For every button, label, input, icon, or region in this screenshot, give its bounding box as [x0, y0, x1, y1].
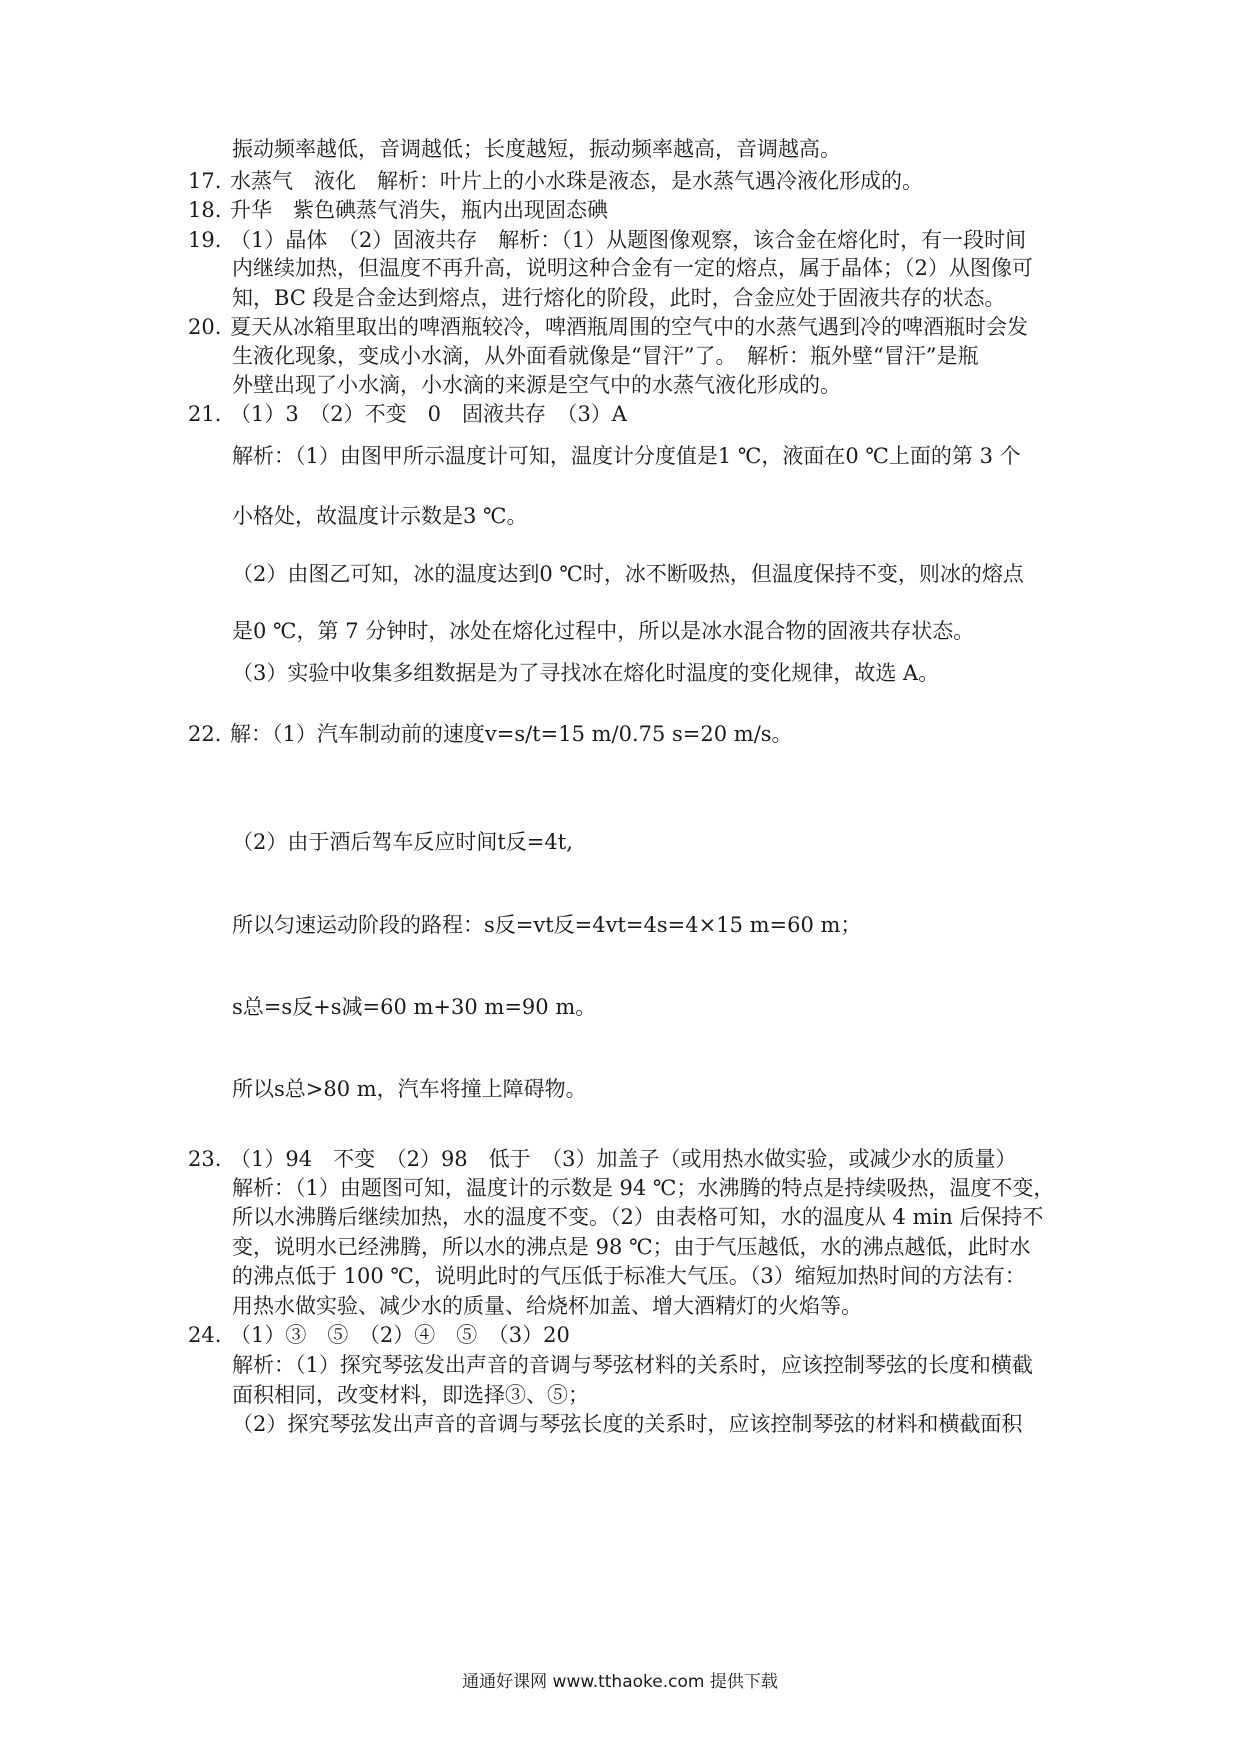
answer-line: 解析：（1）探究琴弦发出声音的音调与琴弦材料的关系时，应该控制琴弦的长度和横截 — [232, 1353, 1033, 1377]
answer-text: （1）晶体 （2）固液共存 解析：（1）从题图像观察，该合金在熔化时，有一段时间 — [230, 228, 1027, 252]
answer-line: 振动频率越低，音调越低；长度越短，振动频率越高，音调越高。 — [232, 137, 841, 161]
answer-line: （3）实验中收集多组数据是为了寻找冰在熔化时温度的变化规律，故选 A。 — [232, 661, 940, 685]
question-number: 20. — [188, 315, 222, 339]
question-number: 24. — [188, 1323, 222, 1347]
answer-line: 外壁出现了小水滴，小水滴的来源是空气中的水蒸气液化形成的。 — [232, 373, 841, 397]
answer-text: 升华 紫色碘蒸气消失，瓶内出现固态碘 — [230, 198, 608, 222]
question-21 — [188, 398, 627, 431]
question-number: 18. — [188, 198, 222, 222]
answer-text: （1）3 （2）不变 0 固液共存 （3）A — [230, 402, 627, 426]
answer-text: 水蒸气 液化 解析：叶片上的小水珠是液态，是水蒸气遇冷液化形成的。 — [230, 169, 923, 193]
answer-line: （2）探究琴弦发出声音的音调与琴弦长度的关系时，应该控制琴弦的材料和横截面积 — [232, 1412, 1023, 1436]
answer-line: 生液化现象，变成小水滴，从外面看就像是“冒汗”了。 解析：瓶外壁“冒汗”是瓶 — [232, 344, 979, 368]
answer-line: 用热水做实验、减少水的质量、给烧杯加盖、增大酒精灯的火焰等。 — [232, 1294, 862, 1318]
answer-line: （2）由于酒后驾车反应时间t反=4t, — [232, 830, 573, 854]
question-number: 23. — [188, 1147, 222, 1171]
answer-line: s总=s反+s减=60 m+30 m=90 m。 — [232, 995, 597, 1019]
question-number: 17. — [188, 169, 222, 193]
answer-text: 夏天从冰箱里取出的啤酒瓶较冷，啤酒瓶周围的空气中的水蒸气遇到冷的啤酒瓶时会发 — [230, 315, 1028, 339]
question-number: 21. — [188, 402, 222, 426]
answer-line: 解析：（1）由图甲所示温度计可知，温度计分度值是1 ℃，液面在0 ℃上面的第 3 个 — [232, 444, 1021, 468]
answer-line: 的沸点低于 100 ℃，说明此时的气压低于标准大气压。（3）缩短加热时间的方法有： — [232, 1264, 1026, 1288]
question-24 — [188, 1319, 570, 1352]
question-22 — [188, 718, 793, 751]
answer-text: （1）③ ⑤ （2）④ ⑤ （3）20 — [230, 1323, 570, 1347]
question-number: 22. — [188, 722, 222, 746]
answer-line: 面积相同，改变材料，即选择③、⑤； — [232, 1383, 589, 1407]
question-18 — [188, 194, 608, 227]
answer-line: （2）由图乙可知，冰的温度达到0 ℃时，冰不断吸热，但温度保持不变，则冰的熔点 — [232, 562, 1024, 586]
answer-line: 知，BC 段是合金达到熔点，进行熔化的阶段，此时，合金应处于固液共存的状态。 — [232, 286, 1006, 310]
answer-line: 内继续加热，但温度不再升高，说明这种合金有一定的熔点，属于晶体；（2）从图像可 — [232, 256, 1033, 280]
answer-line: 所以水沸腾后继续加热，水的温度不变。（2）由表格可知，水的温度从 4 min 后保持不 — [232, 1205, 1044, 1229]
answer-line: 变，说明水已经沸腾，所以水的沸点是 98 ℃；由于气压越低，水的沸点越低，此时水 — [232, 1235, 1031, 1259]
page-footer: 通通好课网 www.tthaoke.com 提供下载 — [462, 1672, 778, 1692]
answer-line: 小格处，故温度计示数是3 ℃。 — [232, 504, 528, 528]
answer-text: （1）94 不变 （2）98 低于 （3）加盖子（或用热水做实验，或减少水的质量） — [230, 1147, 1017, 1171]
answer-text: 解：（1）汽车制动前的速度v=s/t=15 m/0.75 s=20 m/s。 — [230, 722, 793, 746]
answer-line: 所以s总>80 m，汽车将撞上障碍物。 — [232, 1077, 587, 1101]
answer-line: 解析：（1）由题图可知，温度计的示数是 94 ℃；水沸腾的特点是持续吸热，温度不变， — [232, 1176, 1055, 1200]
answer-line: 是0 ℃，第 7 分钟时，冰处在熔化过程中，所以是冰水混合物的固液共存状态。 — [232, 619, 975, 643]
answer-line: 所以匀速运动阶段的路程：s反=vt反=4vt=4s=4×15 m=60 m； — [232, 913, 862, 937]
question-number: 19. — [188, 228, 222, 252]
